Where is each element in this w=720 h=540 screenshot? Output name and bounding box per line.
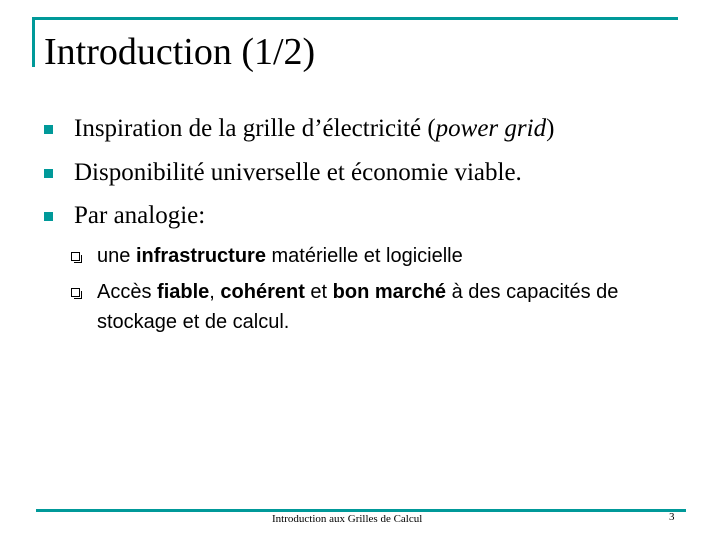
hollow-square-bullet-icon bbox=[71, 252, 80, 261]
square-bullet-icon bbox=[44, 169, 53, 178]
bullet-text: Par analogie: bbox=[74, 202, 206, 229]
square-bullet-icon bbox=[44, 212, 53, 221]
sub-bullet-text-bold: cohérent bbox=[220, 281, 305, 303]
sub-bullet-text-bold: fiable bbox=[157, 281, 210, 303]
bullet-text-part: Inspiration de la grille d’électricité ( bbox=[74, 115, 436, 142]
bullet-text bbox=[74, 114, 554, 144]
sub-bullet-text-bold: bon marché bbox=[332, 281, 447, 303]
title-frame-vertical-line bbox=[32, 17, 35, 67]
hollow-square-bullet-icon bbox=[71, 288, 80, 297]
bullet-text-part: ) bbox=[546, 115, 555, 142]
title-frame-horizontal-line bbox=[32, 17, 678, 20]
sub-bullet-text-part: et bbox=[304, 281, 333, 303]
page-number: 3 bbox=[669, 511, 675, 523]
sub-bullet-text-part: Accès bbox=[97, 281, 158, 303]
sub-bullet-text-bold: infrastructure bbox=[135, 245, 266, 267]
sub-bullet-text-part: matérielle et logicielle bbox=[265, 245, 463, 267]
bullet-text: Disponibilité universelle et économie viable. bbox=[74, 159, 522, 186]
square-bullet-icon bbox=[44, 125, 53, 134]
sub-bullet-text-part: à des capacités de stockage et de calcul. bbox=[97, 281, 619, 333]
sub-bullet-text bbox=[97, 277, 667, 337]
sub-bullet-text bbox=[97, 241, 667, 271]
footer-title: Introduction aux Grilles de Calcul bbox=[272, 513, 423, 525]
bullet-text-italic: power grid bbox=[435, 115, 547, 142]
sub-bullet-text-part: une bbox=[97, 245, 136, 267]
slide-title: Introduction (1/2) bbox=[44, 31, 316, 73]
sub-bullet-text-part: , bbox=[209, 281, 221, 303]
